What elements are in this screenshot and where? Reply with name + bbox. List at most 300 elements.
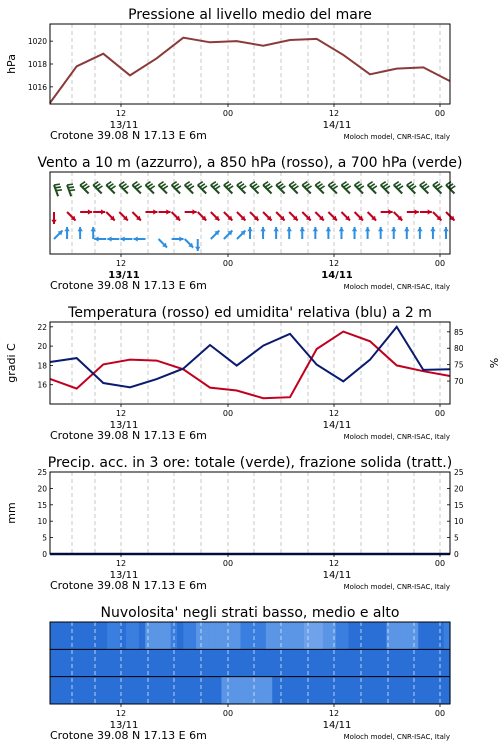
barb-feather: [119, 182, 124, 185]
wind-barb-1: [106, 212, 114, 220]
cloud-cell: [75, 677, 82, 704]
wind-barb-1: [368, 212, 376, 220]
barb-head: [64, 227, 69, 231]
cloud-cell: [56, 649, 63, 676]
wind-barb-1: [132, 212, 140, 220]
barb-feather: [317, 184, 322, 187]
cloud-cell: [367, 622, 374, 649]
x-tick-label: 00: [222, 709, 234, 718]
cloud-cell: [221, 649, 228, 676]
barb-feather: [346, 186, 351, 189]
cloud-cell: [113, 649, 120, 676]
barb-feather: [320, 186, 325, 189]
barb-feather: [82, 184, 87, 187]
cloud-cell: [133, 622, 140, 649]
barb-feather: [289, 182, 294, 185]
cloud-cell: [215, 622, 222, 649]
cloud-cell: [412, 677, 419, 704]
cloud-cell: [158, 622, 165, 649]
cloud-cell: [393, 677, 400, 704]
barb-feather: [252, 184, 257, 187]
cloud-cell: [418, 649, 425, 676]
barb-head: [195, 247, 200, 251]
cloud-cell: [139, 649, 146, 676]
barb-feather: [137, 186, 142, 189]
barb-feather: [215, 186, 220, 189]
y-tick-label-right: 80: [454, 344, 464, 354]
wind-barb-2: [313, 227, 318, 239]
cloud-cell: [101, 677, 108, 704]
cloud-cell: [196, 677, 203, 704]
cloud-cell: [336, 649, 343, 676]
cloud-cell: [298, 622, 305, 649]
barb-feather: [54, 184, 60, 185]
cloud-cell: [164, 622, 171, 649]
cloud-cell: [234, 649, 241, 676]
barb-feather: [148, 184, 153, 187]
cloud-cell: [177, 677, 184, 704]
cloud-cell: [418, 622, 425, 649]
wind-barb-1: [315, 212, 323, 220]
cloud-cell: [361, 622, 368, 649]
wind-barb-0: [433, 182, 442, 194]
barb-feather: [396, 184, 401, 187]
wind-barb-0: [289, 182, 298, 194]
cloud-cell: [209, 622, 216, 649]
wind-barb-2: [273, 227, 278, 239]
cloud-cell: [183, 649, 190, 676]
credit-label: Moloch model, CNR-ISAC, Italy: [343, 133, 450, 141]
y-tick-label-right: 0: [454, 550, 459, 559]
pressure-line: [50, 38, 450, 103]
wind-barb-1: [381, 209, 393, 214]
cloud-cell: [88, 649, 95, 676]
wind-barb-2: [365, 227, 370, 239]
barb-feather: [121, 184, 126, 187]
date-label: 13/11: [109, 720, 139, 731]
cloud-cell: [399, 677, 406, 704]
credit-label: Moloch model, CNR-ISAC, Italy: [343, 283, 450, 291]
cloud-cell: [234, 622, 241, 649]
barb-feather: [420, 182, 425, 185]
barb-head: [388, 209, 392, 214]
wind-barb-1: [302, 212, 310, 220]
cloud-cell: [88, 622, 95, 649]
location-label: Crotone 39.08 N 17.13 E 6m: [50, 579, 207, 592]
wind-barb-0: [420, 182, 429, 194]
cloud-cell: [399, 622, 406, 649]
cloud-cell: [228, 677, 235, 704]
cloud-cell: [158, 677, 165, 704]
barb-feather: [385, 186, 390, 189]
barb-feather: [228, 186, 233, 189]
barb-head: [417, 227, 422, 231]
barb-feather: [276, 182, 281, 185]
barb-feather: [291, 184, 296, 187]
barb-feather: [341, 182, 346, 185]
barb-head: [430, 227, 435, 231]
cloud-cell: [431, 677, 438, 704]
wind-barb-0: [341, 182, 350, 194]
barb-feather: [355, 182, 360, 185]
cloud-cell: [348, 677, 355, 704]
cloud-cell: [323, 622, 330, 649]
cloud-cell: [101, 649, 108, 676]
cloud-cell: [291, 649, 298, 676]
date-label: 14/11: [322, 120, 352, 131]
cloud-cell: [88, 677, 95, 704]
barb-feather: [95, 184, 100, 187]
cloud-cell: [387, 649, 394, 676]
cloud-cell: [247, 649, 254, 676]
cloud-cell: [202, 622, 209, 649]
panel-4: [5, 455, 464, 592]
barb-head: [260, 227, 265, 231]
barb-feather: [304, 184, 309, 187]
barb-feather: [265, 184, 270, 187]
barb-head: [247, 227, 252, 231]
cloud-cell: [69, 649, 76, 676]
wind-barb-1: [328, 212, 336, 220]
barb-feather: [132, 182, 137, 185]
location-label: Crotone 39.08 N 17.13 E 6m: [50, 429, 207, 442]
y-tick-label: 10: [37, 517, 47, 527]
plot-border: [50, 24, 450, 104]
y-tick-label: 20: [37, 484, 47, 494]
cloud-cell: [342, 677, 349, 704]
cloud-cell: [75, 649, 82, 676]
barb-head: [166, 209, 170, 214]
barb-feather: [372, 186, 377, 189]
cloud-cell: [113, 677, 120, 704]
barb-feather: [224, 182, 229, 185]
cloud-cell: [361, 649, 368, 676]
cloud-cell: [348, 649, 355, 676]
barb-feather: [368, 182, 373, 185]
cloud-cell: [133, 649, 140, 676]
cloud-cell: [107, 622, 114, 649]
barb-head: [339, 227, 344, 231]
wind-barb-1: [263, 212, 271, 220]
x-tick-label: 12: [328, 409, 340, 418]
cloud-cell: [336, 622, 343, 649]
barb-feather: [198, 182, 203, 185]
cloud-cell: [367, 677, 374, 704]
cloud-cell: [291, 677, 298, 704]
barb-feather: [108, 184, 113, 187]
cloud-cell: [272, 622, 279, 649]
cloud-cell: [380, 677, 387, 704]
barb-feather: [263, 182, 268, 185]
cloud-cell: [247, 677, 254, 704]
x-tick-label: 12: [115, 409, 127, 418]
barb-feather: [370, 184, 375, 187]
cloud-cell: [107, 677, 114, 704]
date-label: 14/11: [321, 270, 353, 281]
cloud-cell: [336, 677, 343, 704]
y-tick-label: 1018: [27, 60, 47, 69]
cloud-cell: [310, 649, 317, 676]
wind-barb-1: [80, 209, 92, 214]
wind-barb-1: [407, 209, 419, 214]
cloud-cell: [113, 622, 120, 649]
wind-barb-1: [211, 212, 219, 220]
cloud-cell: [272, 649, 279, 676]
panel-title: Precip. acc. in 3 ore: totale (verde), frazione solida (tratt.): [47, 455, 453, 471]
wind-barb-0: [80, 182, 89, 194]
panel-3: [5, 305, 500, 442]
barb-feather: [315, 182, 320, 185]
cloud-cell: [260, 677, 267, 704]
cloud-cell: [152, 622, 159, 649]
barb-feather: [398, 186, 403, 189]
wind-barb-2: [107, 236, 119, 241]
cloud-cell: [94, 677, 101, 704]
y-axis-label: gradi C: [5, 343, 18, 383]
cloud-cell: [145, 622, 152, 649]
barb-feather: [56, 190, 62, 191]
barb-feather: [84, 186, 89, 189]
y-tick-label: 22: [37, 322, 47, 332]
cloud-cell: [215, 677, 222, 704]
barb-head: [107, 236, 111, 241]
y-axis-label: mm: [5, 502, 18, 524]
wind-barb-2: [195, 239, 200, 251]
cloud-cell: [279, 677, 286, 704]
barb-feather: [202, 186, 207, 189]
wind-barb-1: [172, 212, 180, 220]
x-tick-label: 00: [434, 709, 446, 718]
cloud-cell: [374, 622, 381, 649]
barb-feather: [407, 182, 412, 185]
wind-barb-2: [430, 227, 435, 239]
cloud-cell: [240, 677, 247, 704]
wind-barb-1: [433, 212, 441, 220]
y-tick-label-right: 85: [454, 327, 464, 337]
panel-2: [37, 155, 462, 292]
x-tick-label: 00: [222, 259, 234, 268]
cloud-cell: [285, 649, 292, 676]
panel-title: Vento a 10 m (azzurro), a 850 hPa (rosso), a 700 hPa (verde): [37, 155, 463, 171]
y-tick-label: 18: [37, 361, 47, 371]
plot-border: [50, 472, 450, 554]
barb-feather: [174, 184, 179, 187]
y-tick-label: 1016: [27, 82, 47, 92]
wind-barb-2: [211, 231, 219, 239]
barb-feather: [254, 186, 259, 189]
date-label: 14/11: [322, 720, 352, 731]
cloud-cell: [317, 677, 324, 704]
barb-feather: [185, 182, 190, 185]
cloud-cell: [342, 649, 349, 676]
barb-feather: [237, 182, 242, 185]
barb-feather: [106, 182, 111, 185]
cloud-cell: [50, 677, 57, 704]
x-tick-label: 00: [434, 109, 446, 118]
x-tick-label: 00: [222, 559, 234, 568]
y-tick-label: 0: [42, 550, 47, 559]
wind-barb-2: [185, 239, 193, 247]
wind-barb-1: [145, 209, 157, 214]
y-tick-label: 5: [42, 533, 47, 543]
x-tick-label: 12: [328, 259, 340, 268]
cloud-cell: [240, 622, 247, 649]
barb-feather: [424, 186, 429, 189]
wind-barb-0: [159, 182, 168, 194]
wind-barb-2: [54, 231, 62, 239]
x-tick-label: 12: [115, 559, 127, 568]
wind-barb-1: [394, 212, 402, 220]
cloud-cell: [228, 649, 235, 676]
y-tick-label: 25: [37, 468, 47, 477]
cloud-cell: [431, 622, 438, 649]
barb-feather: [159, 182, 164, 185]
barb-feather: [383, 184, 388, 187]
barb-head: [404, 227, 409, 231]
barb-feather: [328, 182, 333, 185]
barb-feather: [176, 186, 181, 189]
wind-barb-2: [260, 227, 265, 239]
cloud-cell: [266, 622, 273, 649]
barb-feather: [239, 184, 244, 187]
cloud-cell: [418, 677, 425, 704]
cloud-cell: [291, 622, 298, 649]
x-tick-label: 12: [328, 559, 340, 568]
cloud-cell: [221, 622, 228, 649]
barb-feather: [213, 184, 218, 187]
cloud-cell: [406, 622, 413, 649]
cloud-cell: [247, 622, 254, 649]
barb-feather: [124, 186, 129, 189]
y-axis-label-right: %: [487, 357, 500, 369]
barb-feather: [450, 186, 455, 189]
barb-feather: [435, 184, 440, 187]
cloud-cell: [152, 677, 159, 704]
cloud-cell: [406, 649, 413, 676]
cloud-cell: [367, 649, 374, 676]
x-tick-label: 12: [328, 709, 340, 718]
cloud-cell: [82, 622, 89, 649]
barb-feather: [163, 186, 168, 189]
cloud-cell: [63, 677, 70, 704]
y-tick-label: 20: [37, 342, 47, 352]
wind-barb-0: [211, 182, 220, 194]
y-tick-label: 1020: [27, 37, 47, 47]
cloud-cell: [63, 649, 70, 676]
cloud-cell: [304, 649, 311, 676]
wind-barb-1: [51, 212, 56, 224]
barb-feather: [189, 186, 194, 189]
cloud-cell: [133, 677, 140, 704]
cloud-cell: [50, 649, 57, 676]
credit-label: Moloch model, CNR-ISAC, Italy: [343, 583, 450, 591]
wind-barb-0: [145, 182, 154, 194]
barb-head: [77, 227, 82, 231]
wind-barb-0: [407, 182, 416, 194]
wind-barb-0: [328, 182, 337, 194]
wind-barb-0: [355, 182, 364, 194]
barb-head: [273, 227, 278, 231]
cloud-cell: [240, 649, 247, 676]
cloud-cell: [317, 622, 324, 649]
barb-feather: [211, 182, 216, 185]
cloud-cell: [412, 649, 419, 676]
date-label: 13/11: [108, 270, 140, 281]
wind-barb-2: [287, 227, 292, 239]
barb-feather: [67, 184, 73, 185]
barb-head: [179, 236, 183, 241]
cloud-cell: [387, 677, 394, 704]
y-tick-label-right: 70: [454, 377, 464, 387]
barb-feather: [241, 186, 246, 189]
cloud-cell: [323, 677, 330, 704]
cloud-cell: [310, 622, 317, 649]
wind-barb-0: [302, 182, 311, 194]
cloud-cell: [310, 677, 317, 704]
cloud-cell: [260, 649, 267, 676]
cloud-cell: [164, 649, 171, 676]
panel-title: Temperatura (rosso) ed umidita' relativa (blu) a 2 m: [68, 305, 432, 321]
location-label: Crotone 39.08 N 17.13 E 6m: [50, 129, 207, 142]
cloud-cell: [437, 622, 444, 649]
cloud-cell: [126, 622, 133, 649]
location-label: Crotone 39.08 N 17.13 E 6m: [50, 279, 207, 292]
barb-feather: [97, 186, 102, 189]
wind-barb-0: [54, 184, 62, 196]
wind-barb-1: [341, 212, 349, 220]
cloud-cell: [63, 622, 70, 649]
barb-feather: [226, 184, 231, 187]
cloud-cell: [94, 649, 101, 676]
cloud-cell: [380, 622, 387, 649]
wind-barb-2: [120, 236, 132, 241]
y-tick-label: 15: [37, 500, 47, 510]
cloud-cell: [431, 649, 438, 676]
barb-head: [415, 209, 419, 214]
cloud-cell: [374, 677, 381, 704]
cloud-cell: [266, 649, 273, 676]
wind-barb-2: [94, 236, 106, 241]
cloud-cell: [145, 649, 152, 676]
barb-head: [378, 227, 383, 231]
wind-barb-1: [355, 212, 363, 220]
x-tick-label: 00: [222, 409, 234, 418]
barb-feather: [267, 186, 272, 189]
cloud-cell: [285, 622, 292, 649]
barb-feather: [448, 184, 453, 187]
cloud-cell: [190, 622, 197, 649]
cloud-cell: [69, 677, 76, 704]
wind-barb-0: [185, 182, 194, 194]
wind-barb-2: [326, 227, 331, 239]
wind-barb-2: [133, 236, 145, 241]
barb-feather: [135, 184, 140, 187]
barb-head: [101, 209, 105, 214]
barb-feather: [411, 186, 416, 189]
cloud-cell: [202, 649, 209, 676]
wind-barb-1: [67, 212, 75, 220]
cloud-cell: [304, 622, 311, 649]
cloud-cell: [285, 677, 292, 704]
wind-barb-1: [198, 212, 206, 220]
x-tick-label: 12: [115, 259, 127, 268]
cloud-cell: [342, 622, 349, 649]
cloud-cell: [82, 649, 89, 676]
barb-head: [51, 220, 56, 224]
cloud-cell: [387, 622, 394, 649]
wind-barb-1: [276, 212, 284, 220]
date-label: 13/11: [109, 120, 139, 131]
